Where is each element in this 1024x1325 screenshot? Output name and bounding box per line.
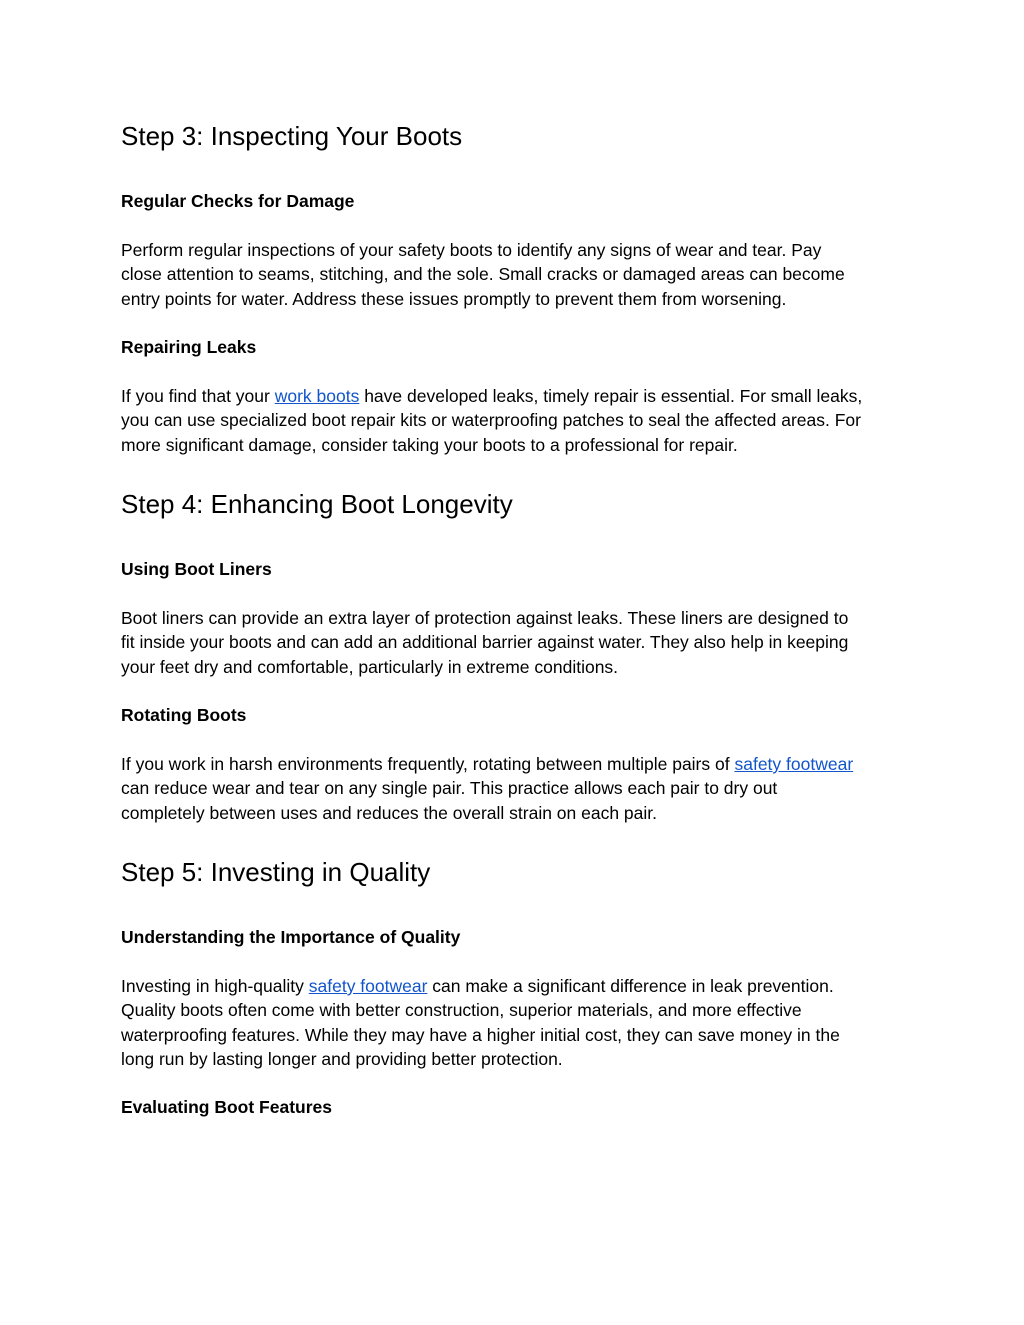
using-boot-liners-heading: Using Boot Liners bbox=[121, 559, 272, 579]
text-run: can make a significant difference in leak prevention. bbox=[427, 976, 834, 996]
paragraph-line bbox=[121, 752, 911, 776]
evaluating-features-heading: Evaluating Boot Features bbox=[121, 1097, 333, 1117]
paragraph-line bbox=[121, 384, 911, 408]
safety-footwear-link[interactable]: safety footwear bbox=[308, 976, 428, 996]
paragraph-line: your feet dry and comfortable, particularly in extreme conditions. bbox=[121, 656, 619, 677]
step4-heading: Step 4: Enhancing Boot Longevity bbox=[121, 489, 513, 519]
paragraph-line: Perform regular inspections of your safety boots to identify any signs of wear and tear. Pay bbox=[121, 240, 822, 260]
regular-checks-paragraph bbox=[121, 238, 911, 311]
paragraph-line: Boot liners can provide an extra layer of protection against leaks. These liners are designed to bbox=[121, 608, 849, 628]
text-run: have developed leaks, timely repair is essential. For small leaks, bbox=[359, 386, 863, 406]
paragraph-line: Quality boots often come with better construction, superior materials, and more effective bbox=[121, 1000, 802, 1021]
using-boot-liners-paragraph bbox=[121, 606, 911, 679]
work-boots-link[interactable]: work boots bbox=[274, 386, 360, 406]
paragraph-line: fit inside your boots and can add an additional barrier against water. They also help in keeping bbox=[121, 632, 849, 653]
step5-heading: Step 5: Investing in Quality bbox=[121, 857, 431, 887]
paragraph-line: close attention to seams, stitching, and the sole. Small cracks or damaged areas can become bbox=[121, 264, 845, 285]
rotating-boots-heading: Rotating Boots bbox=[121, 705, 247, 725]
safety-footwear-link[interactable]: safety footwear bbox=[734, 754, 854, 774]
rotating-boots-paragraph bbox=[121, 752, 911, 825]
paragraph-line: entry points for water. Address these issues promptly to prevent them from worsening. bbox=[121, 288, 787, 309]
step3-heading: Step 3: Inspecting Your Boots bbox=[121, 121, 463, 151]
text-run: If you find that your bbox=[121, 386, 275, 406]
repairing-leaks-paragraph bbox=[121, 384, 911, 457]
paragraph-line: completely between uses and reduces the overall strain on each pair. bbox=[121, 802, 658, 823]
paragraph-line: can reduce wear and tear on any single pair. This practice allows each pair to dry out bbox=[121, 778, 778, 799]
text-run: Investing in high-quality bbox=[121, 976, 309, 996]
quality-importance-paragraph bbox=[121, 974, 911, 1072]
repairing-leaks-heading: Repairing Leaks bbox=[121, 337, 257, 357]
regular-checks-heading: Regular Checks for Damage bbox=[121, 191, 355, 211]
text-run: If you work in harsh environments frequently, rotating between multiple pairs of bbox=[121, 754, 735, 774]
paragraph-line bbox=[121, 974, 911, 998]
paragraph-line: more significant damage, consider taking your boots to a professional for repair. bbox=[121, 434, 738, 455]
paragraph-line: waterproofing features. While they may have a higher initial cost, they can save money in the bbox=[121, 1024, 840, 1045]
quality-importance-heading: Understanding the Importance of Quality bbox=[121, 927, 461, 947]
paragraph-line: long run by lasting longer and providing better protection. bbox=[121, 1049, 563, 1070]
paragraph-line: you can use specialized boot repair kits or waterproofing patches to seal the affected areas. For bbox=[121, 410, 861, 431]
